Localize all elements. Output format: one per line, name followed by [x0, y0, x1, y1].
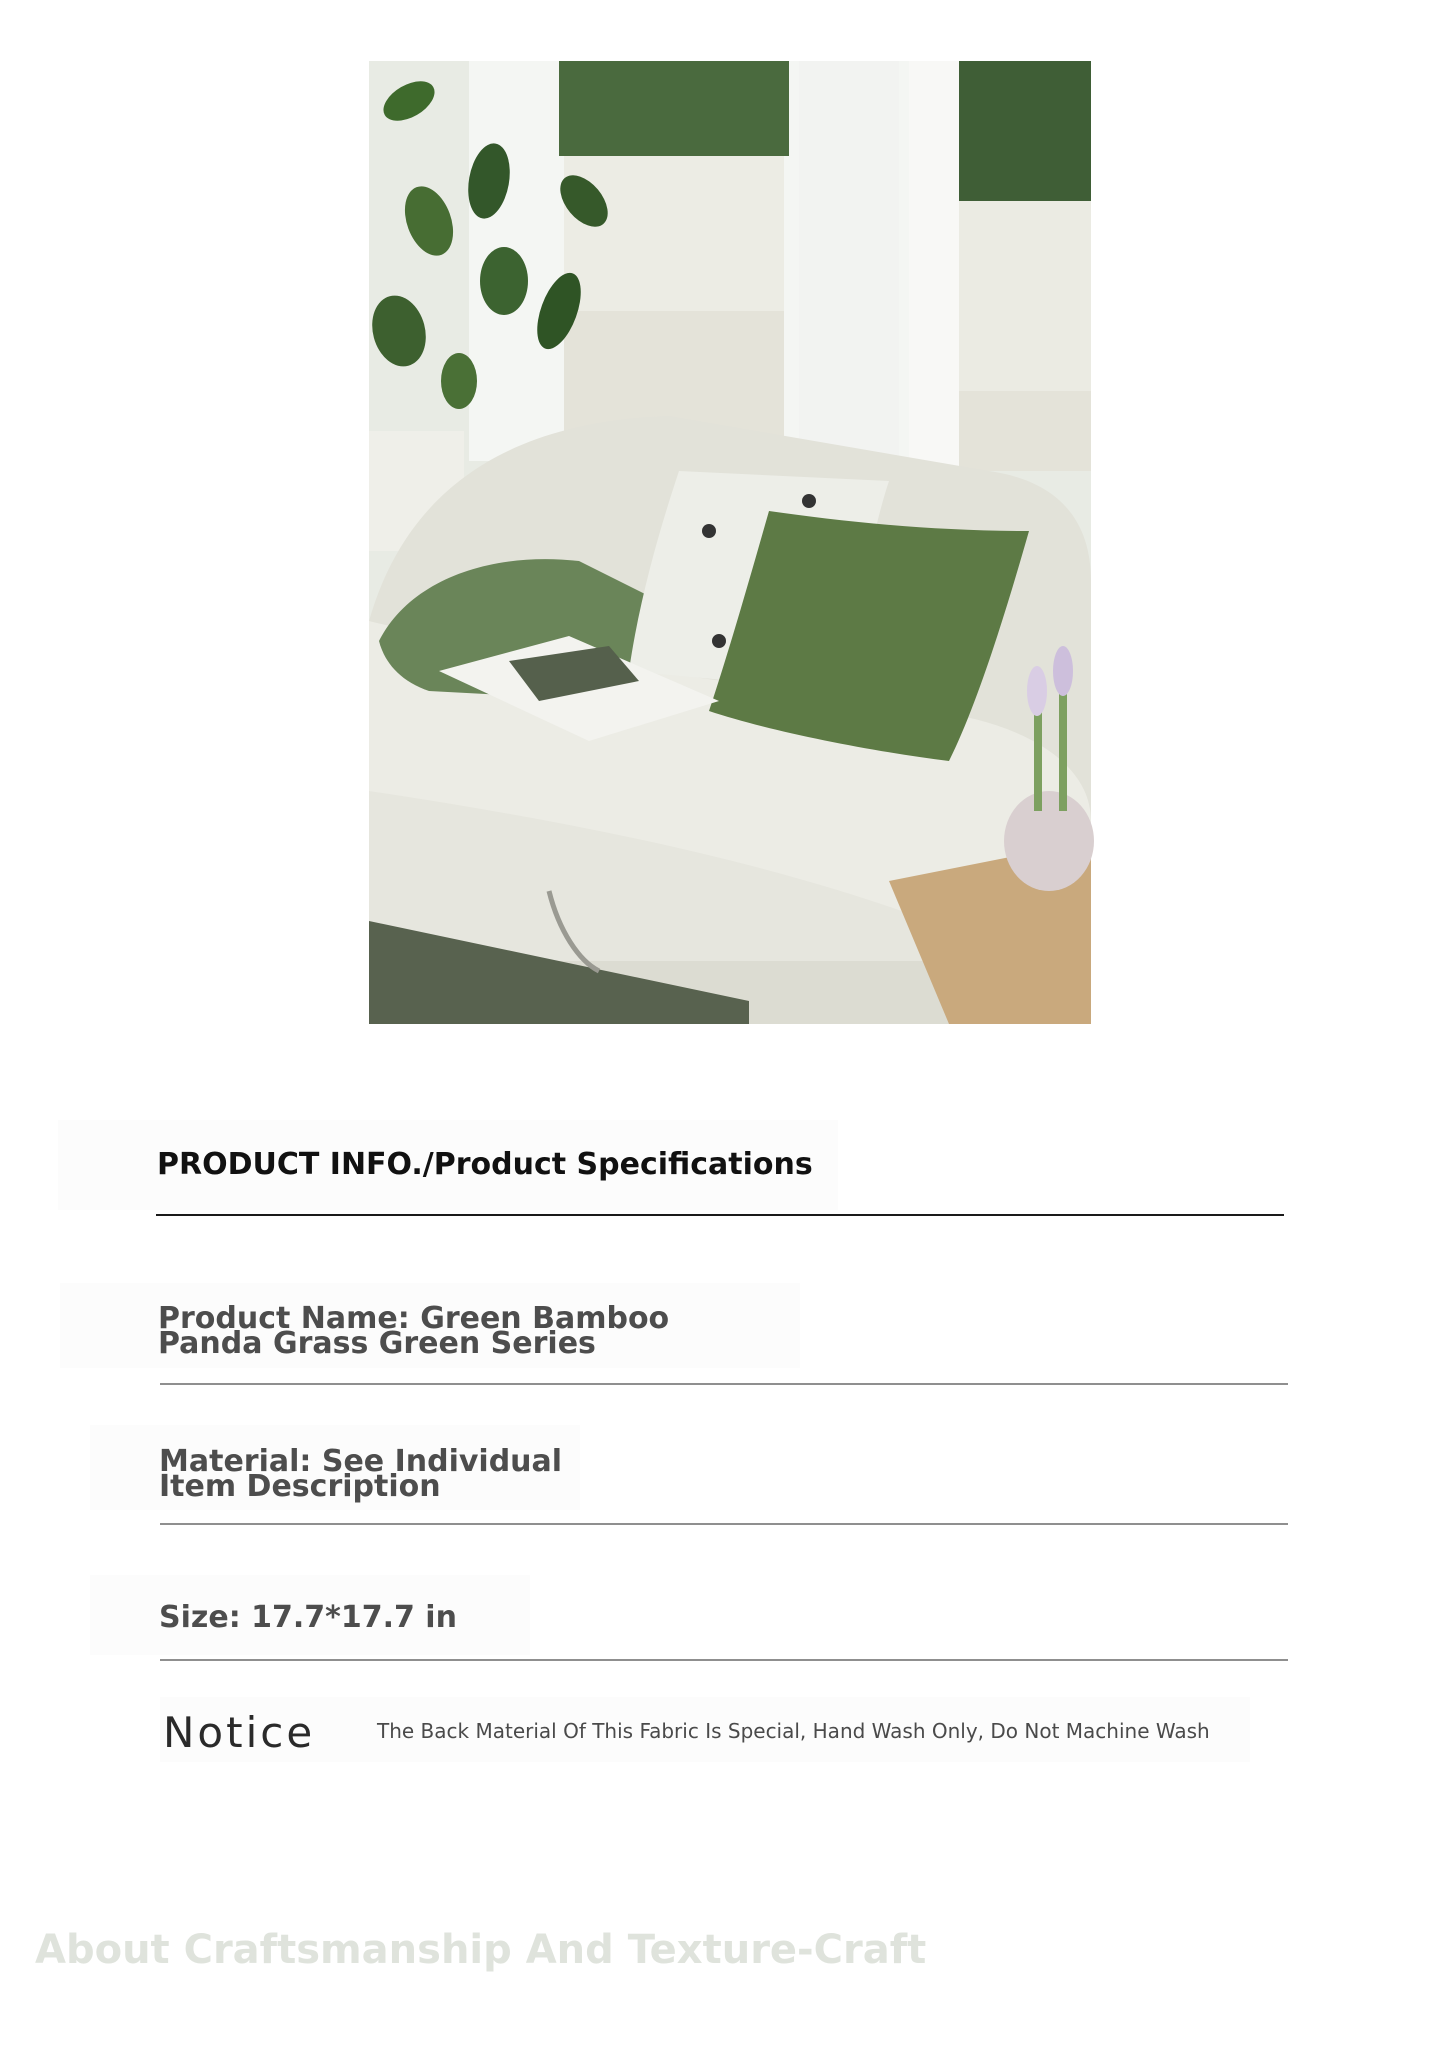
spec-header-divider: [156, 1214, 1284, 1216]
product-photo: [369, 61, 1091, 1024]
size-divider: [160, 1659, 1288, 1661]
material-text: Material: See Individual Item Description: [159, 1444, 563, 1504]
product-name-divider: [160, 1383, 1288, 1385]
notice-label: Notice: [163, 1708, 316, 1757]
size-text: Size: 17.7*17.7 in: [159, 1600, 457, 1635]
product-name-text: Product Name: Green Bamboo Panda Grass Green Series: [158, 1301, 670, 1361]
craftsmanship-section-heading: About Craftsmanship And Texture-Craft: [35, 1927, 927, 1973]
notice-label-clip: [163, 1705, 316, 1760]
sofa-with-pillows-illustration: [369, 61, 1091, 1024]
spec-section-title: PRODUCT INFO./Product Specifications: [157, 1147, 813, 1182]
notice-text: The Back Material Of This Fabric Is Special, Hand Wash Only, Do Not Machine Wash: [377, 1719, 1210, 1743]
material-divider: [160, 1523, 1288, 1525]
